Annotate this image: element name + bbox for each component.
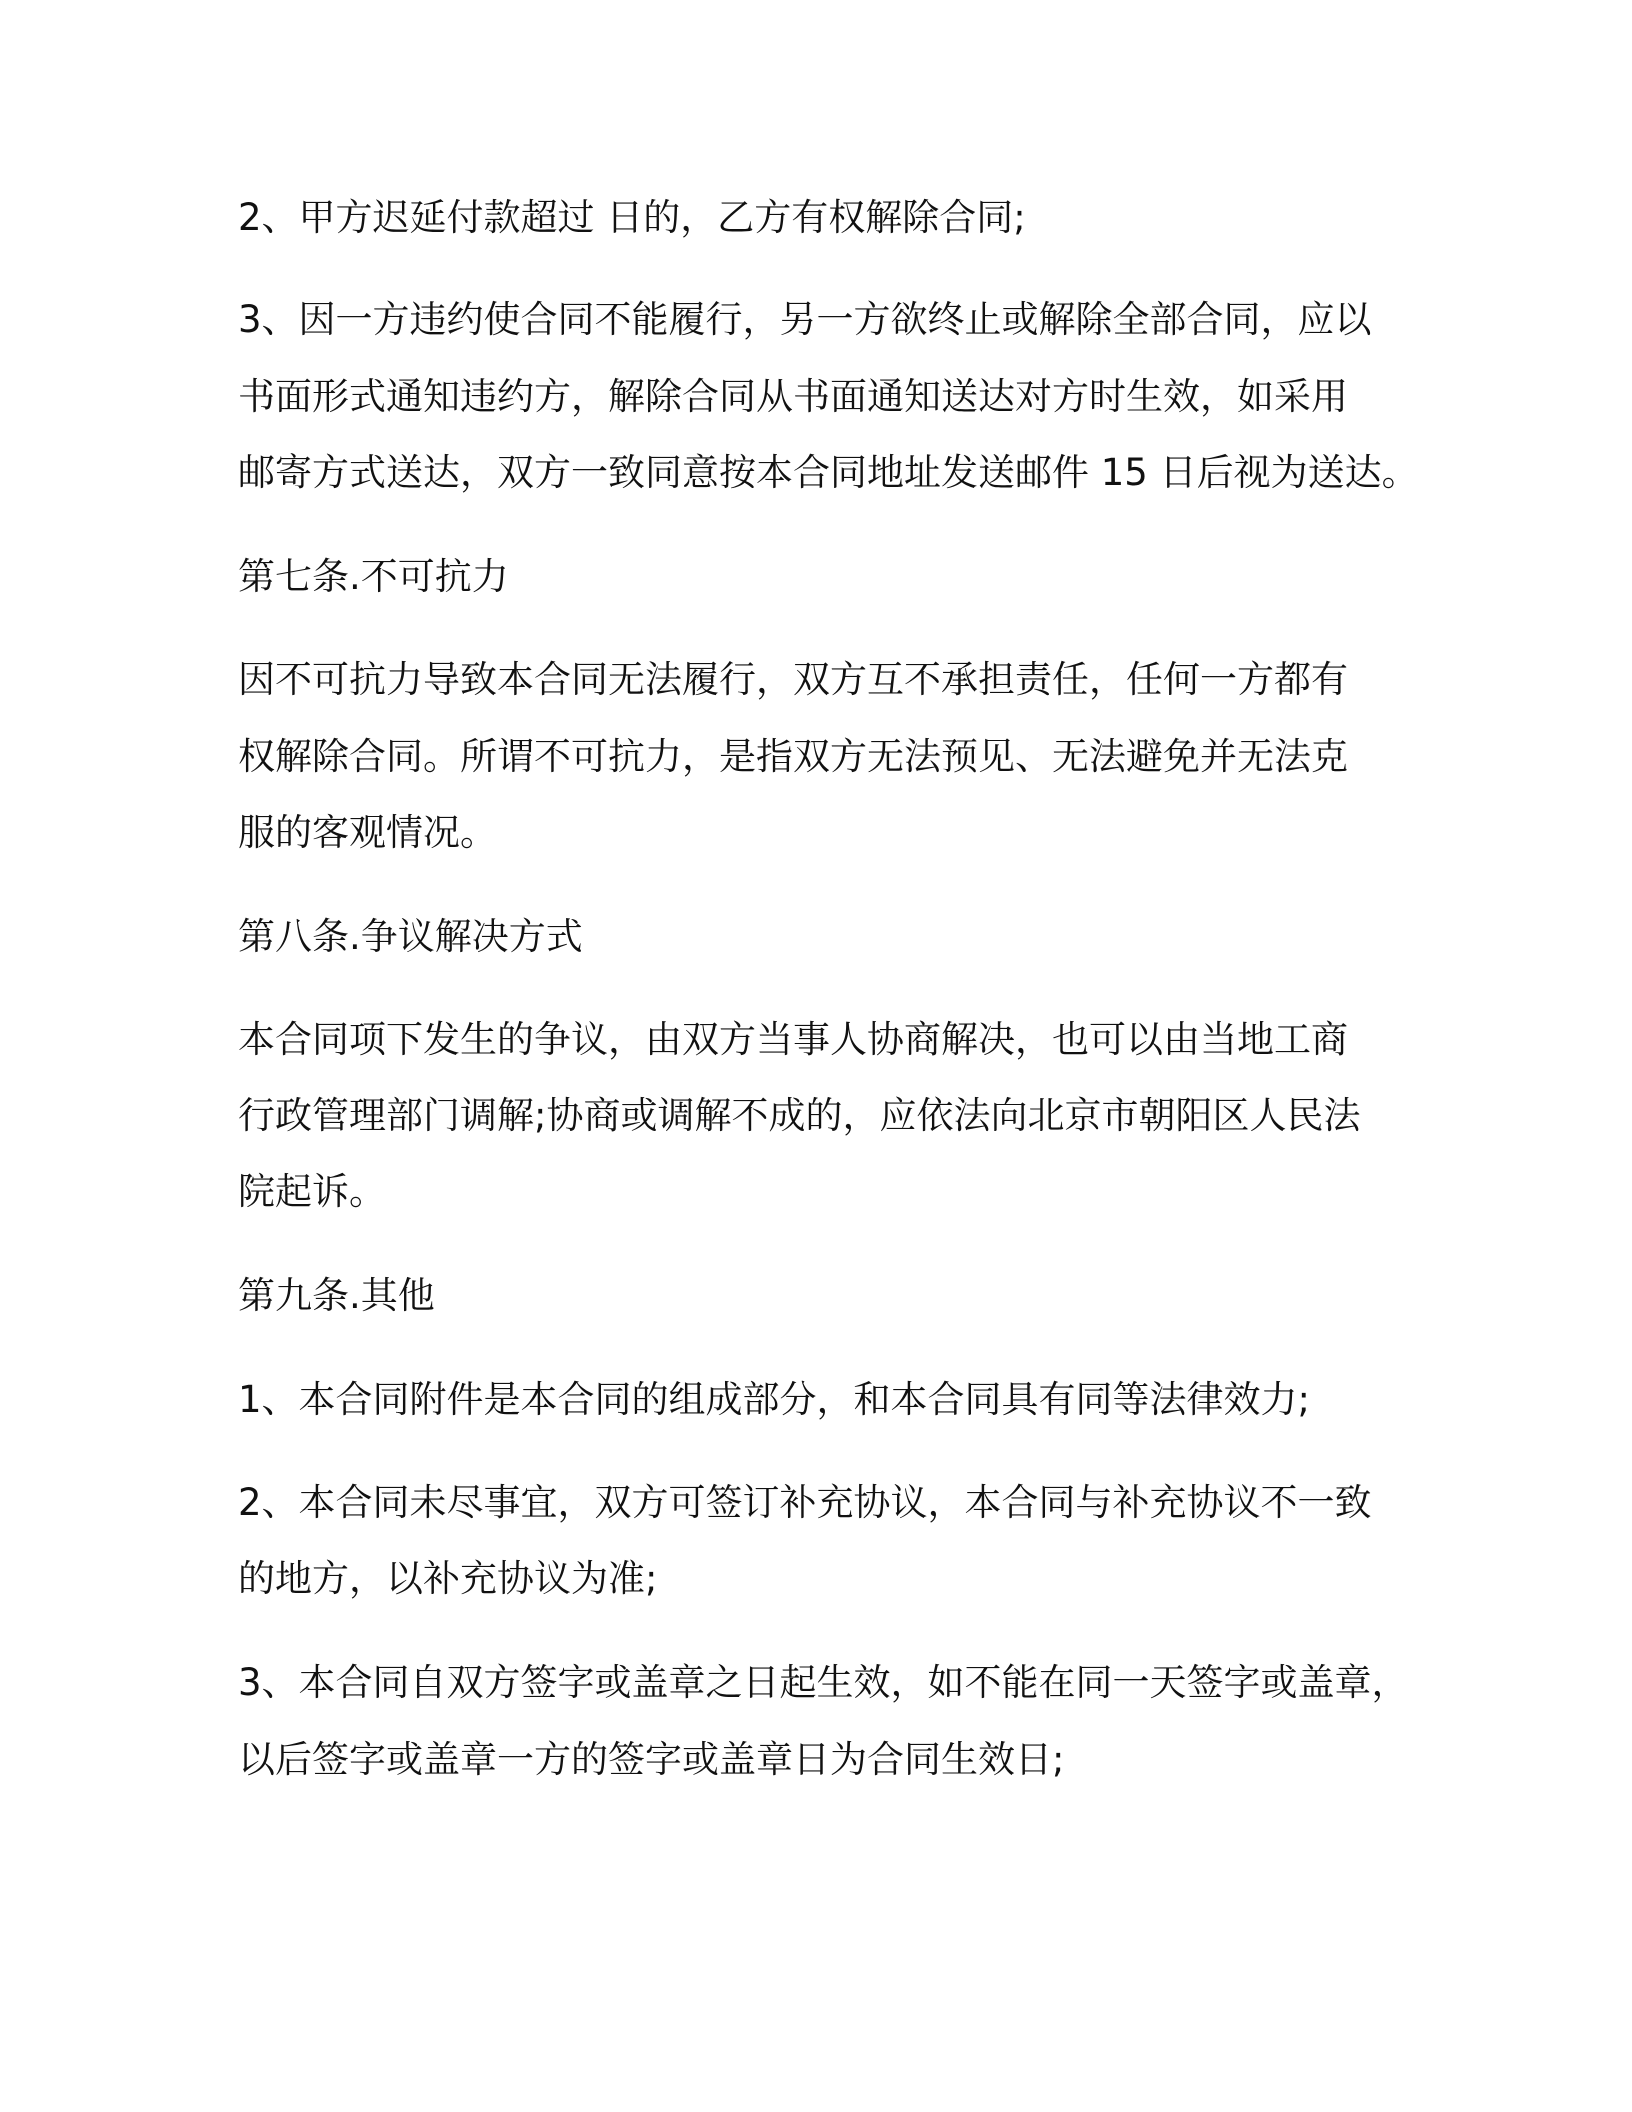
article-9-item-1: 1、本合同附件是本合同的组成部分，和本合同具有同等法律效力; — [238, 1378, 1311, 1421]
article-9-item-3-line-1: 3、本合同自双方签字或盖章之日起生效，如不能在同一天签字或盖章， — [238, 1661, 1409, 1704]
article-7-para-line-2: 权解除合同。所谓不可抗力，是指双方无法预见、无法避免并无法克 — [238, 735, 1348, 778]
article-9-item-2-line-1: 2、本合同未尽事宜，双方可签订补充协议，本合同与补充协议不一致 — [238, 1481, 1372, 1524]
clause-6-item-3-line-3: 邮寄方式送达，双方一致同意按本合同地址发送邮件 15 日后视为送达。 — [238, 451, 1419, 494]
article-8-para-line-1: 本合同项下发生的争议，由双方当事人协商解决，也可以由当地工商 — [238, 1018, 1348, 1061]
clause-6-item-3-line-2: 书面形式通知违约方，解除合同从书面通知送达对方时生效，如采用 — [238, 375, 1348, 418]
article-9-heading: 第九条.其他 — [238, 1274, 435, 1317]
article-8-heading: 第八条.争议解决方式 — [238, 915, 583, 958]
article-7-para-line-3: 服的客观情况。 — [238, 811, 497, 854]
clause-6-item-3-line-1: 3、因一方违约使合同不能履行，另一方欲终止或解除全部合同，应以 — [238, 298, 1372, 341]
clause-6-item-2: 2、甲方迟延付款超过 日的，乙方有权解除合同; — [238, 196, 1026, 239]
article-8-para-line-2: 行政管理部门调解;协商或调解不成的，应依法向北京市朝阳区人民法 — [238, 1094, 1361, 1137]
article-9-item-3-line-2: 以后签字或盖章一方的签字或盖章日为合同生效日; — [238, 1738, 1065, 1781]
article-7-heading: 第七条.不可抗力 — [238, 555, 509, 598]
article-7-para-line-1: 因不可抗力导致本合同无法履行，双方互不承担责任，任何一方都有 — [238, 658, 1348, 701]
article-9-item-2-line-2: 的地方，以补充协议为准; — [238, 1557, 658, 1600]
article-8-para-line-3: 院起诉。 — [238, 1170, 386, 1213]
